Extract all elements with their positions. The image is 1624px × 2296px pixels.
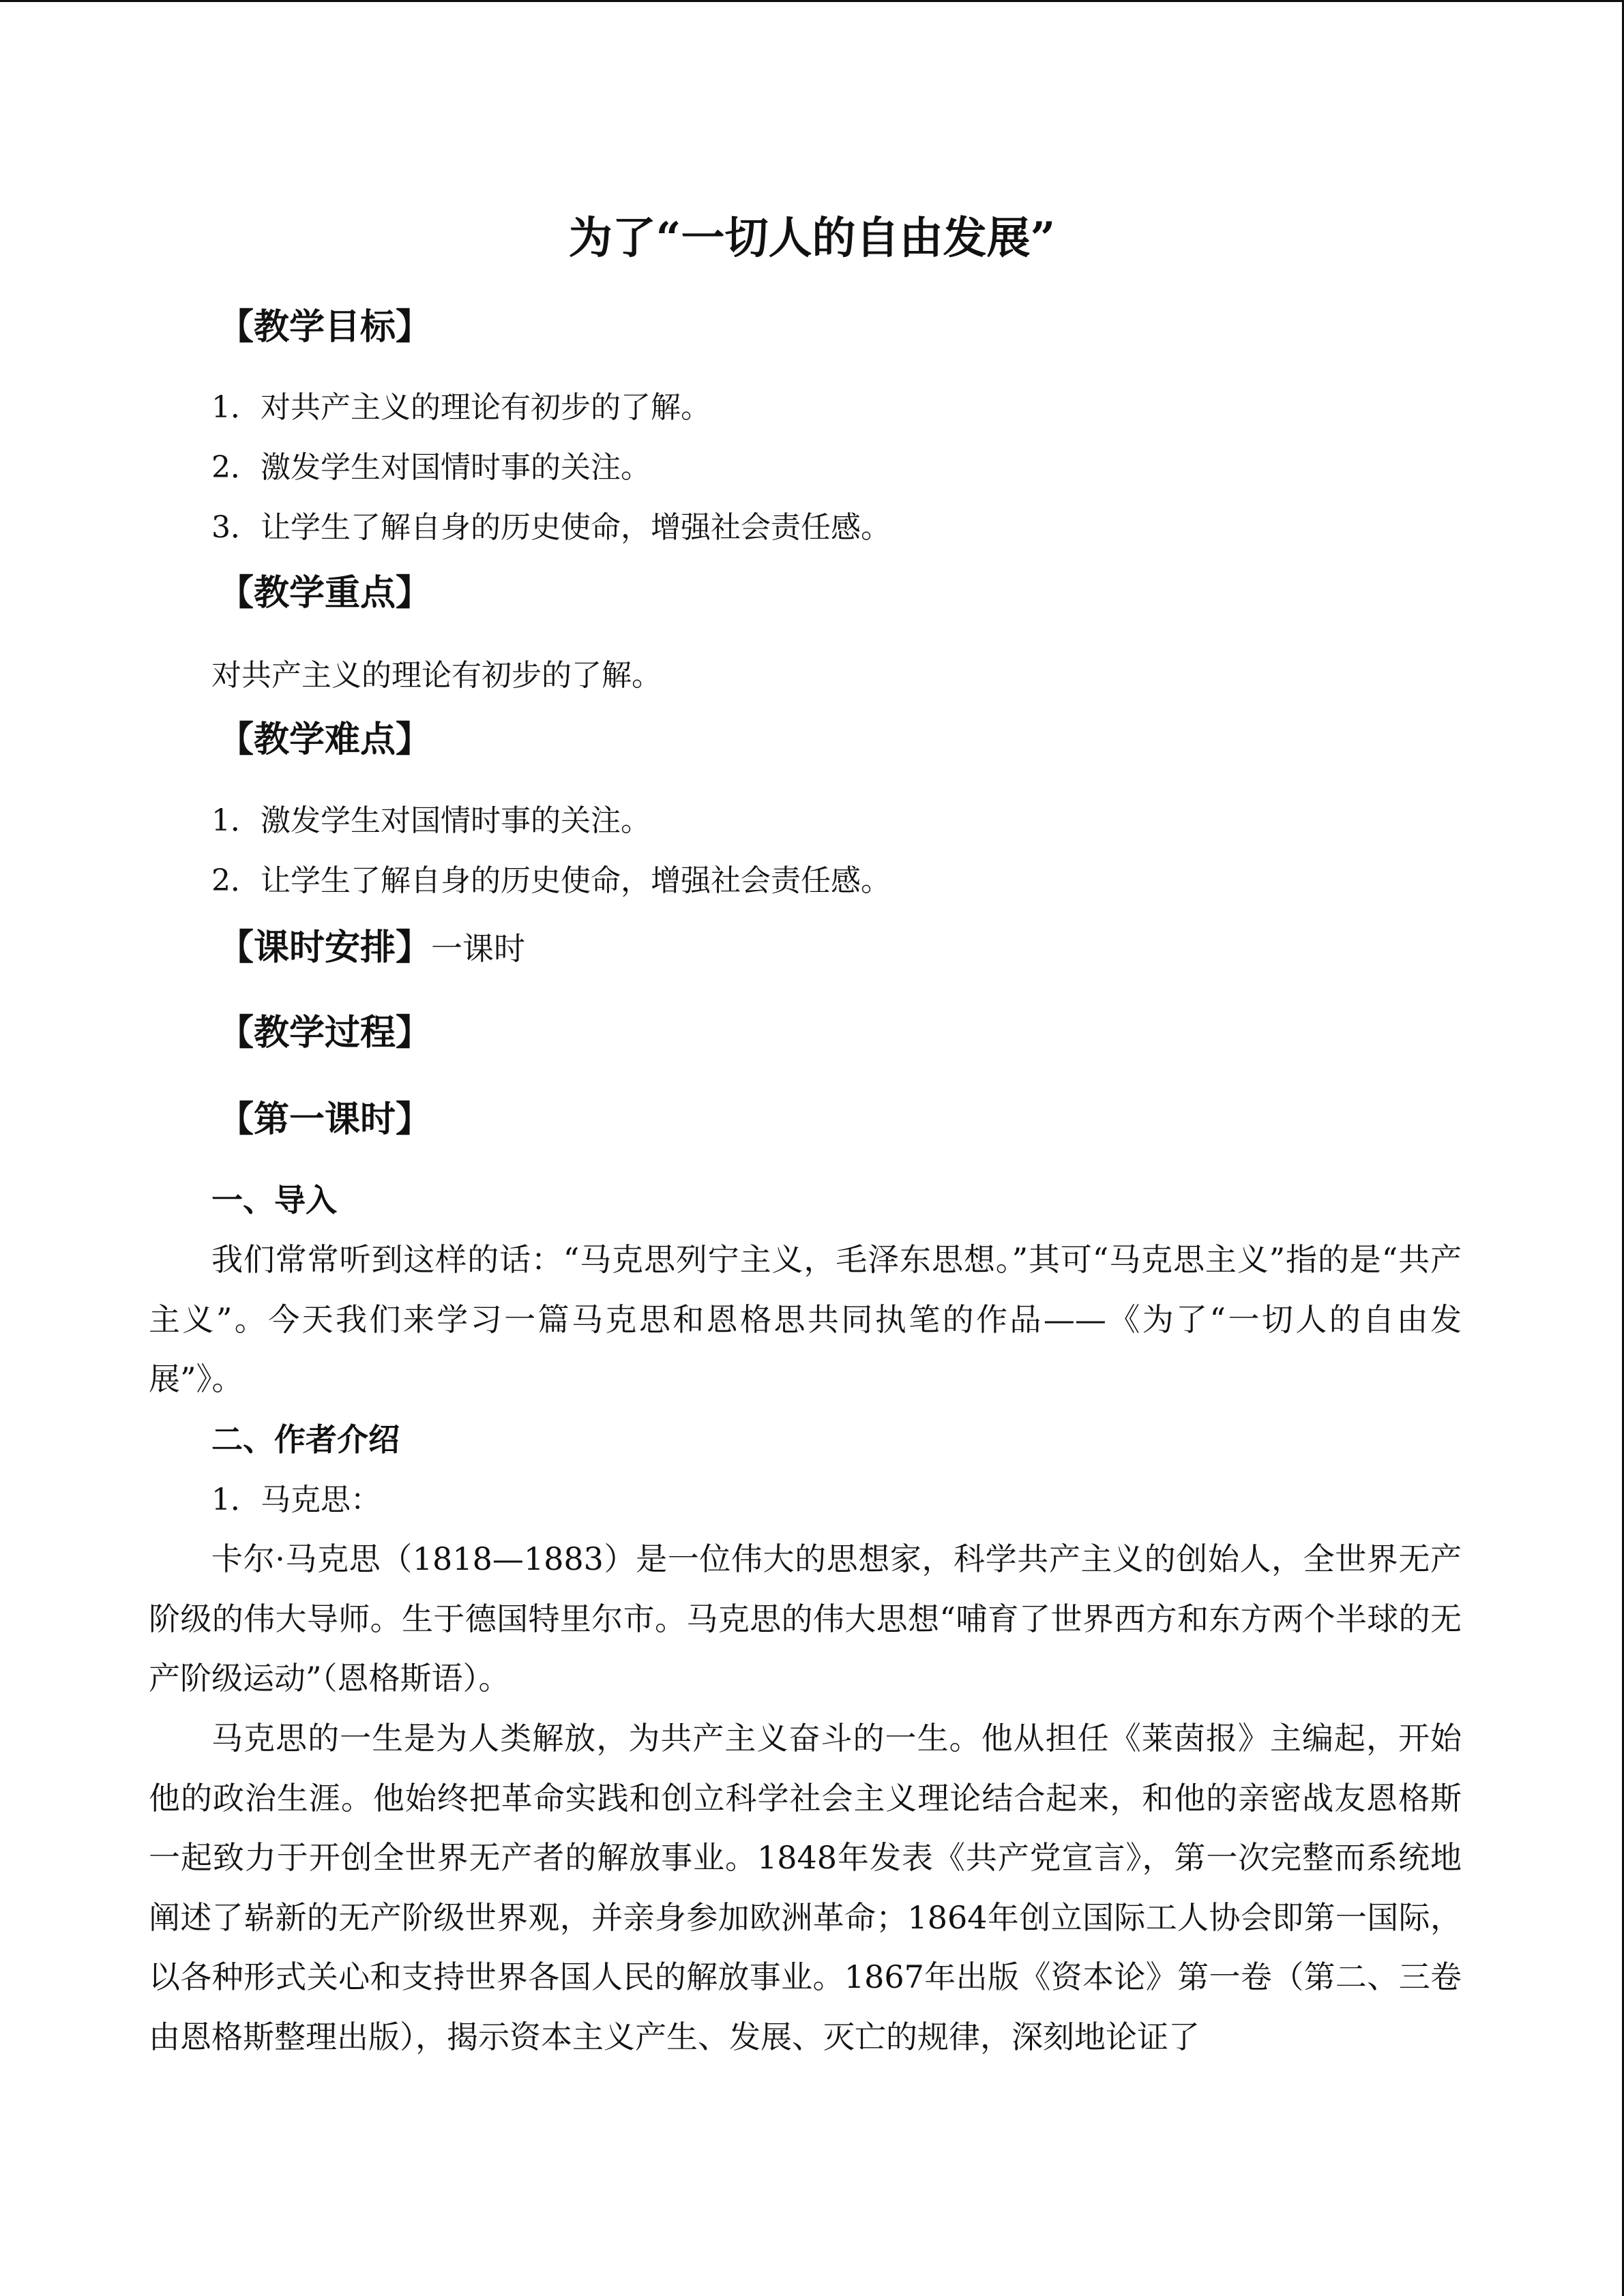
objective-item-1: 1．对共产主义的理论有初步的了解。 bbox=[211, 390, 711, 425]
page-border-top bbox=[0, 0, 1624, 2]
objective-item-2: 2．激发学生对国情时事的关注。 bbox=[211, 450, 651, 485]
schedule-value: 一课时 bbox=[431, 930, 526, 967]
key-points-heading: 【教学重点】 bbox=[218, 572, 432, 614]
page-title: 为了“一切人的自由发展” bbox=[568, 213, 1056, 264]
lesson1-heading: 【第一课时】 bbox=[218, 1099, 432, 1140]
marx-paragraph-2: 马克思的一生是为人类解放，为共产主义奋斗的一生。他从担任《莱茵报》主编起，开始他的政治生涯。他始终把革命实践和创立科学社会主义理论结合起来，和他的亲密战友恩格斯一起致力于开创全世界无产者的解放事业。1848年发表《共产党宣言》，第一次完整而系统地阐述了崭新的无产阶级世界观，并亲身参加欧洲革命；1864年创立国际工人协会即第一国际，以各种形式关心和支持世界各国人民的解放事业。1867年出版《资本论》第一卷（第二、三卷由恩格斯整理出版），揭示资本主义产生、发展、灭亡的规律，深刻地论证了 bbox=[149, 1720, 1462, 2055]
author-subheading-marx: 1．马克思： bbox=[211, 1482, 381, 1517]
intro-paragraph: 我们常常听到这样的话：“马克思列宁主义，毛泽东思想。”其可“马克思主义”指的是“共产主义”。今天我们来学习一篇马克思和恩格思共同执笔的作品——《为了“一切人的自由发展”》。 bbox=[149, 1241, 1462, 1397]
author-heading: 二、作者介绍 bbox=[211, 1421, 400, 1458]
schedule-heading bbox=[218, 924, 525, 972]
marx-paragraph-1: 卡尔·马克思（1818—1883）是一位伟大的思想家，科学共产主义的创始人，全世界无产阶级的伟大导师。生于德国特里尔市。马克思的伟大思想“哺育了世界西方和东方两个半球的无产阶级运动”（恩格斯语）。 bbox=[149, 1540, 1462, 1697]
difficulty-item-1: 1．激发学生对国情时事的关注。 bbox=[211, 803, 651, 838]
objective-item-3: 3．让学生了解自身的历史使命，增强社会责任感。 bbox=[211, 510, 891, 545]
difficulties-heading: 【教学难点】 bbox=[218, 719, 432, 760]
difficulty-item-2: 2．让学生了解自身的历史使命，增强社会责任感。 bbox=[211, 863, 891, 898]
schedule-label: 【课时安排】 bbox=[218, 927, 432, 968]
process-heading: 【教学过程】 bbox=[218, 1012, 432, 1054]
key-points-text: 对共产主义的理论有初步的了解。 bbox=[211, 658, 662, 693]
intro-heading: 一、导入 bbox=[211, 1182, 337, 1219]
objectives-heading: 【教学目标】 bbox=[218, 306, 432, 348]
